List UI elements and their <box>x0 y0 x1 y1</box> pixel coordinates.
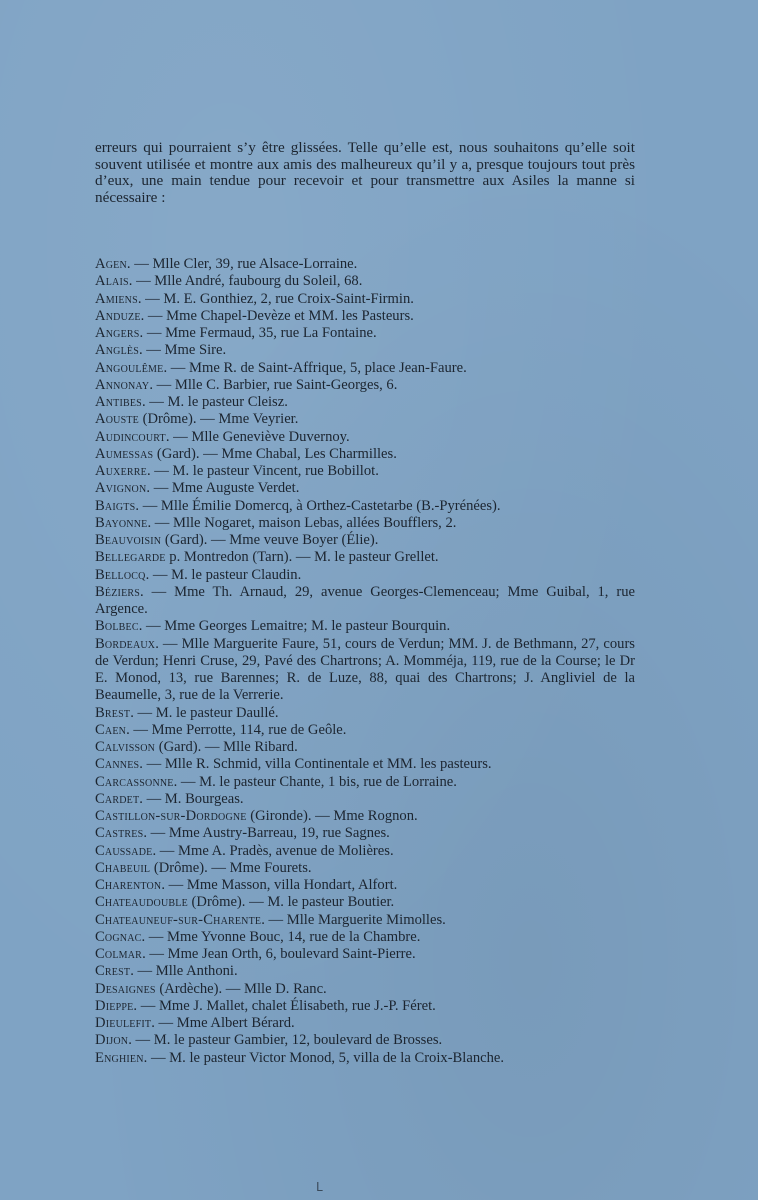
city-name: Amiens <box>95 290 138 307</box>
correspondent-details: . — M. le pasteur Chante, 1 bis, rue de Lorraine. <box>173 773 457 790</box>
list-item <box>95 981 635 998</box>
list-item <box>95 912 635 929</box>
city-name: Brest <box>95 704 131 721</box>
city-name: Dieulefit <box>95 1015 152 1031</box>
city-name: Caen <box>95 721 127 738</box>
correspondent-details: . — Mme Th. Arnaud, 29, avenue Georges-Clemenceau; Mme Guibal, 1, rue Argence. <box>95 583 635 617</box>
correspondent-details: . — Mme Fermaud, 35, rue La Fontaine. <box>139 325 377 341</box>
correspondent-details: . — Mlle André, faubourg du Soleil, 68. <box>128 273 363 290</box>
correspondent-details: . — Mlle Cler, 39, rue Alsace-Lorraine. <box>126 256 358 272</box>
list-item <box>95 429 635 446</box>
list-item <box>95 946 635 963</box>
city-name: Cognac <box>95 928 142 945</box>
city-name: Bellegarde <box>95 549 166 566</box>
correspondent-details: . — M. le pasteur Daullé. <box>130 704 279 721</box>
correspondent-details: . — Mme Georges Lemaitre; M. le pasteur Bourquin. <box>138 618 451 635</box>
list-item <box>95 998 635 1015</box>
list-item <box>95 1032 635 1049</box>
correspondent-details: . — Mme Albert Bérard. <box>151 1015 295 1031</box>
city-name: Bordeaux <box>95 635 156 652</box>
city-name: Béziers <box>95 583 141 600</box>
city-name: Cardet <box>95 790 140 807</box>
list-item <box>95 584 635 619</box>
city-name: Angers <box>95 325 140 341</box>
city-name: Chabeuil <box>95 859 151 876</box>
list-item <box>95 963 635 980</box>
list-item <box>95 756 635 773</box>
correspondent-details: . — Mme Auguste Verdet. <box>146 480 300 497</box>
city-name: Antibes <box>95 394 142 410</box>
city-name: Audincourt <box>95 428 166 445</box>
page-mark: L <box>316 1180 323 1194</box>
correspondent-details: . — Mlle Marguerite Mimolles. <box>261 911 446 928</box>
city-name: Bolbec <box>95 618 139 635</box>
correspondent-details: (Drôme). — Mme Fourets. <box>150 859 312 876</box>
correspondent-details: (Gironde). — Mme Rognon. <box>246 808 418 824</box>
city-name: Castillon-sur-Dordogne <box>95 808 247 824</box>
correspondent-details: p. Montredon (Tarn). — M. le pasteur Grellet. <box>165 549 439 566</box>
city-name: Charenton <box>95 877 162 893</box>
list-item <box>95 480 635 497</box>
list-item <box>95 825 635 842</box>
city-name: Colmar <box>95 946 143 962</box>
city-name: Baigts <box>95 497 136 514</box>
list-item <box>95 860 635 877</box>
city-name: Anglès <box>95 342 139 359</box>
correspondent-details: . — Mlle Émilie Domercq, à Orthez-Castetarbe (B.-Pyrénées). <box>135 497 501 514</box>
city-name: Angoulême <box>95 359 164 376</box>
city-name: Cannes <box>95 756 140 773</box>
correspondent-details: (Drôme). — M. le pasteur Boutier. <box>187 894 395 911</box>
list-item <box>95 256 635 273</box>
list-item <box>95 774 635 791</box>
correspondent-details: . — Mme R. de Saint-Affrique, 5, place Jean-Faure. <box>163 359 467 376</box>
city-name: Bayonne <box>95 514 148 531</box>
list-item <box>95 291 635 308</box>
correspondent-details: (Drôme). — Mme Veyrier. <box>138 411 299 428</box>
correspondent-details: . — Mlle R. Schmid, villa Continentale et MM. les pasteurs. <box>139 756 492 773</box>
list-item <box>95 273 635 290</box>
correspondent-details: . — M. Bourgeas. <box>139 790 244 807</box>
list-item <box>95 791 635 808</box>
list-item <box>95 308 635 325</box>
list-item <box>95 705 635 722</box>
correspondent-details: . — Mme Masson, villa Hondart, Alfort. <box>161 877 398 893</box>
city-name: Avignon <box>95 480 147 497</box>
intro-paragraph: erreurs qui pourraient s’y être glissées. Telle qu’elle est, nous souhaitons qu’elle soit souvent utilisée et montre aux amis des malheureux qu’il y a, presque toujours tout près d’eux, une main tendue pour recevoir et pour transmettre aux Asiles la manne si nécessaire : <box>95 139 635 206</box>
city-name: Beauvoisin <box>95 532 162 548</box>
city-name: Dijon <box>95 1032 129 1049</box>
correspondent-details: . — Mme A. Pradès, avenue de Molières. <box>152 842 394 859</box>
list-item <box>95 515 635 532</box>
list-item <box>95 567 635 584</box>
list-item <box>95 929 635 946</box>
list-item <box>95 1050 635 1067</box>
city-name: Desaignes <box>95 980 156 997</box>
correspondent-details: (Gard). — Mme veuve Boyer (Élie). <box>161 532 379 548</box>
correspondent-details: . — M. le pasteur Vincent, rue Bobillot. <box>146 463 379 479</box>
correspondent-details: . — M. le pasteur Cleisz. <box>141 394 288 410</box>
list-item <box>95 808 635 825</box>
list-item <box>95 446 635 463</box>
list-item <box>95 325 635 342</box>
list-item <box>95 722 635 739</box>
list-item <box>95 394 635 411</box>
correspondent-details: . — Mme Sire. <box>138 342 227 359</box>
correspondent-details: (Gard). — Mlle Ribard. <box>155 739 298 755</box>
city-name: Bellocq <box>95 566 146 583</box>
correspondent-details: . — Mme J. Mallet, chalet Élisabeth, rue J.-P. Féret. <box>133 997 436 1014</box>
correspondent-details: . — Mme Austry-Barreau, 19, rue Sagnes. <box>143 825 390 842</box>
list-item <box>95 411 635 428</box>
city-name: Enghien <box>95 1049 144 1066</box>
city-name: Auxerre <box>95 463 147 479</box>
correspondent-details: . — Mlle C. Barbier, rue Saint-Georges, 6. <box>149 376 398 393</box>
city-name: Aumessas <box>95 445 154 462</box>
list-item <box>95 342 635 359</box>
list-item <box>95 636 635 705</box>
correspondent-details: . — M. le pasteur Victor Monod, 5, villa de la Croix-Blanche. <box>143 1049 505 1066</box>
city-name: Dieppe <box>95 997 134 1014</box>
list-item <box>95 618 635 635</box>
list-item <box>95 549 635 566</box>
city-name: Castres <box>95 825 144 842</box>
list-item <box>95 894 635 911</box>
city-name: Annonay <box>95 376 150 393</box>
correspondent-details: . — Mlle Nogaret, maison Lebas, allées Boufflers, 2. <box>147 514 457 531</box>
list-item <box>95 843 635 860</box>
correspondent-details: . — Mlle Geneviève Duvernoy. <box>165 428 350 445</box>
correspondent-details: . — M. E. Gonthiez, 2, rue Croix-Saint-Firmin. <box>137 290 414 307</box>
correspondent-details: . — Mme Chapel-Devèze et MM. les Pasteurs. <box>140 307 414 324</box>
city-name: Aouste <box>95 411 139 428</box>
city-name: Chateauneuf-sur-Charente <box>95 911 262 928</box>
list-item <box>95 739 635 756</box>
city-name: Anduze <box>95 307 141 324</box>
city-name: Alais <box>95 273 129 290</box>
list-item <box>95 877 635 894</box>
list-item <box>95 1015 635 1032</box>
correspondent-details: . — M. le pasteur Gambier, 12, boulevard de Brosses. <box>128 1032 443 1049</box>
correspondent-details: (Gard). — Mme Chabal, Les Charmilles. <box>153 445 397 462</box>
correspondent-details: . — M. le pasteur Claudin. <box>145 566 302 583</box>
city-name: Chateaudouble <box>95 894 188 911</box>
city-name: Crest <box>95 963 131 980</box>
city-name: Caussade <box>95 842 153 859</box>
correspondent-details: . — Mme Jean Orth, 6, boulevard Saint-Pierre. <box>142 946 416 962</box>
correspondent-details: . — Mlle Anthoni. <box>130 963 238 980</box>
correspondent-details: . — Mme Yvonne Bouc, 14, rue de la Chambre. <box>141 928 421 945</box>
city-name: Calvisson <box>95 739 156 755</box>
correspondent-details: . — Mme Perrotte, 114, rue de Geôle. <box>126 721 347 738</box>
list-item <box>95 360 635 377</box>
correspondent-details: . — Mlle Marguerite Faure, 51, cours de Verdun; MM. J. de Bethmann, 27, cours de Verdun; Henri Cruse, 29, Pavé des Chartrons; A. Momméja, 119, rue de la Course; le Dr E. Monod, 13, rue Barennes; R. de Luze, 88, quai des Chartrons; J. Angliviel de la Beaumelle, 3, rue de la Verrerie. <box>95 635 635 704</box>
correspondent-details: (Ardèche). — Mlle D. Ranc. <box>155 980 327 997</box>
address-list <box>95 256 635 1067</box>
list-item <box>95 532 635 549</box>
list-item <box>95 463 635 480</box>
city-name: Agen <box>95 256 127 272</box>
list-item <box>95 498 635 515</box>
city-name: Carcassonne <box>95 773 174 790</box>
list-item <box>95 377 635 394</box>
